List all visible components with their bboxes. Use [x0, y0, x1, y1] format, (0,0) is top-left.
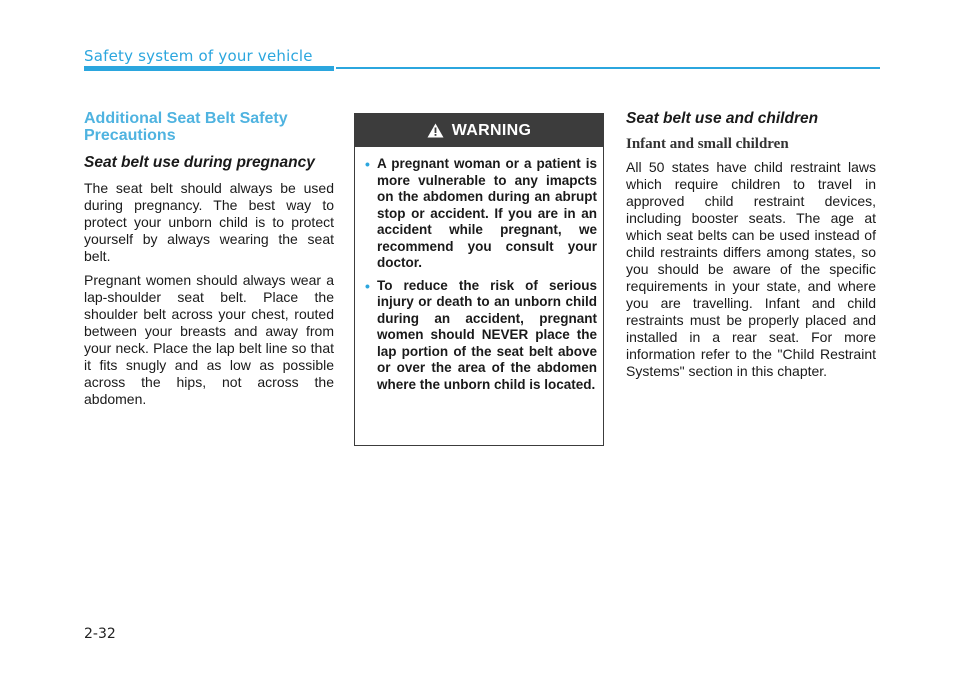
- warning-box: [354, 113, 604, 446]
- paragraph: The seat belt should always be used during pregnancy. The best way to protect your unborn child is to protect yourself by always wearing the seat belt.: [84, 180, 334, 264]
- children-title: Seat belt use and children: [626, 110, 819, 127]
- section-title: Additional Seat Belt Safety Precautions: [84, 110, 288, 144]
- bullet-icon: •: [365, 156, 370, 172]
- header-rule-thick: [84, 66, 334, 71]
- pregnancy-subtitle: Seat belt use during pregnancy: [84, 154, 315, 171]
- warning-label: WARNING: [451, 121, 532, 139]
- warning-item-text: To reduce the risk of serious injury or death to an unborn child during an accident, pregnant women should NEVER place the lap portion of the seat belt above or over the area of the abdomen where the unborn child is located.: [377, 277, 597, 392]
- running-header: Safety system of your vehicle: [84, 47, 313, 65]
- warning-item: [365, 156, 597, 272]
- infant-subheading: Infant and small children: [626, 136, 789, 152]
- page-number: 2-32: [84, 626, 116, 642]
- warning-triangle-icon: [427, 123, 444, 138]
- paragraph: Pregnant women should always wear a lap-shoulder seat belt. Place the shoulder belt across your chest, routed between your breasts and away from your neck. Place the lap belt line so that it fits snugly and as low as possible across the hips, not across the abdomen.: [84, 272, 334, 407]
- warning-item-text: A pregnant woman or a patient is more vulnerable to any imapcts on the abdomen during an abrupt stop or accident. If you are in an accident while pregnant, we recommend you consult your doctor.: [377, 156, 597, 270]
- left-column: [84, 110, 334, 415]
- warning-list: [355, 147, 603, 393]
- right-column: [626, 110, 876, 387]
- warning-item: [365, 277, 597, 394]
- paragraph: All 50 states have child restraint laws which require children to travel in approved child restraint devices, including booster seats. The age at which seat belts can be used instead of child restraints differs among states, so you should be aware of the specific requirements in your state, and where you are travelling. Infant and child restraints must be properly placed and installed in a rear seat. For more information refer to the "Child Restraint Systems" section in this chapter.: [626, 159, 876, 379]
- warning-header: [355, 114, 603, 147]
- header-rule-thin: [336, 67, 880, 69]
- bullet-icon: •: [365, 277, 370, 294]
